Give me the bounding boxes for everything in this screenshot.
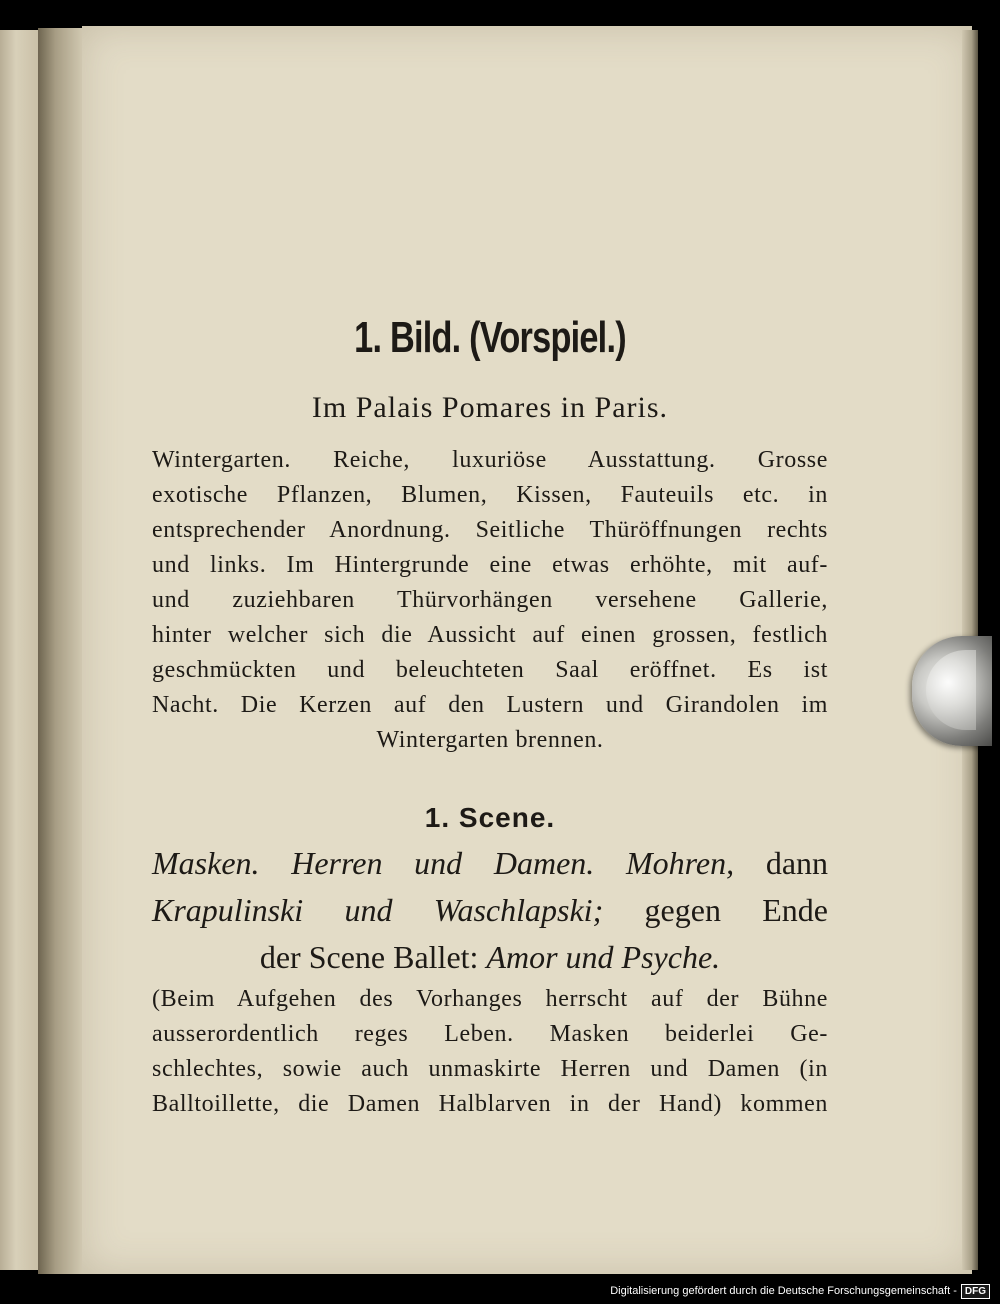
stage-line: schlechtes, sowie auch unmaskirte Herren und Damen (in bbox=[152, 1056, 828, 1082]
cast-line bbox=[152, 840, 828, 887]
dfg-logo: DFG bbox=[961, 1284, 990, 1299]
cast-plain: gegen Ende bbox=[644, 892, 828, 928]
cast-line bbox=[152, 887, 828, 934]
cast-plain: dann bbox=[765, 845, 829, 881]
page-weight-clip bbox=[912, 636, 992, 746]
credit-text: Digitalisierung gefördert durch die Deutsche Forschungsgemeinschaft - bbox=[610, 1285, 957, 1297]
description-line: Wintergarten. Reiche, luxuriöse Ausstattung. Grosse bbox=[152, 447, 828, 473]
description-line: exotische Pflanzen, Blumen, Kissen, Fauteuils etc. in bbox=[152, 482, 828, 508]
cast-list bbox=[152, 840, 828, 981]
stage-line: ausserordentlich reges Leben. Masken beiderlei Ge- bbox=[152, 1021, 828, 1047]
description-line: hinter welcher sich die Aussicht auf einen grossen, festlich bbox=[152, 622, 828, 648]
book-spine-shadow bbox=[38, 28, 88, 1274]
setting-subtitle: Im Palais Pomares in Paris. bbox=[311, 391, 669, 424]
cast-italic: Amor und Psyche. bbox=[486, 939, 721, 975]
page-title: 1. Bild. (Vorspiel.) bbox=[354, 313, 626, 362]
cast-italic: Masken. Herren und Damen. Mohren, bbox=[152, 845, 735, 881]
description-line: entsprechender Anordnung. Seitliche Thüröffnungen rechts bbox=[152, 517, 828, 543]
description-line: Nacht. Die Kerzen auf den Lustern und Girandolen im bbox=[152, 692, 828, 718]
description-line: Wintergarten brennen. bbox=[376, 727, 604, 753]
stage-line: Balltoillette, die Damen Halblarven in der Hand) kommen bbox=[152, 1091, 828, 1117]
stage-direction bbox=[152, 982, 828, 1122]
cast-line bbox=[152, 934, 828, 981]
cast-italic: Krapulinski und Waschlapski; bbox=[152, 892, 604, 928]
scene-heading: 1. Scene. bbox=[424, 802, 556, 833]
previous-page-edge bbox=[0, 30, 40, 1270]
cast-plain: der Scene Ballet: bbox=[259, 939, 479, 975]
description-line: und zuziehbaren Thürvorhängen versehene Gallerie, bbox=[152, 587, 828, 613]
description-line: geschmückten und beleuchteten Saal eröffnet. Es ist bbox=[152, 657, 828, 683]
description-line: und links. Im Hintergrunde eine etwas erhöhte, mit auf- bbox=[152, 552, 828, 578]
digitization-credit bbox=[610, 1280, 990, 1302]
stage-line: (Beim Aufgehen des Vorhanges herrscht auf der Bühne bbox=[152, 986, 828, 1012]
stage-description bbox=[152, 443, 828, 758]
